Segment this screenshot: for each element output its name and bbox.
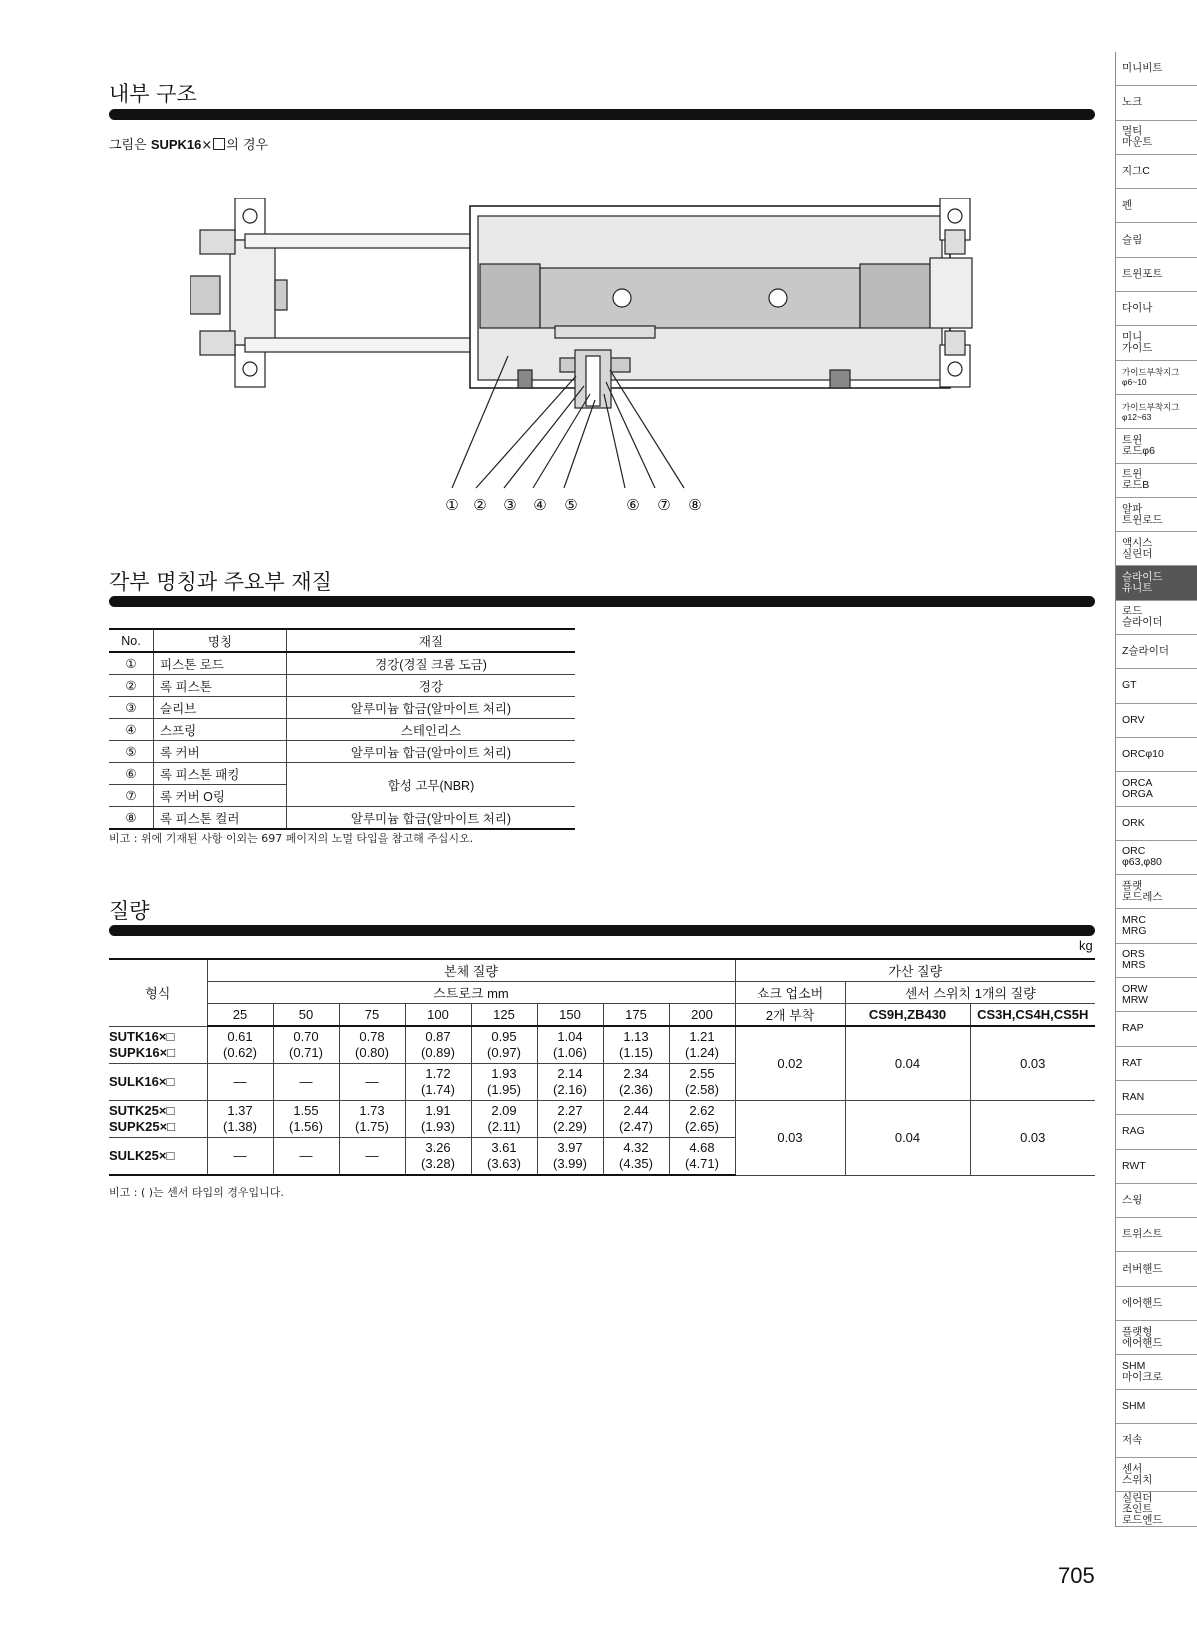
side-index-tab[interactable]: RAG [1116,1115,1197,1149]
side-index-tab[interactable]: 실린더 조인트 로드엔드 [1116,1492,1197,1526]
callout-4: ④ [533,496,547,514]
side-index-tab[interactable]: 미니비트 [1116,52,1197,86]
unit-label: kg [1079,938,1093,953]
side-index-tab[interactable]: ORV [1116,704,1197,738]
side-index-tab[interactable]: 에어핸드 [1116,1287,1197,1321]
callout-8: ⑧ [688,496,702,514]
section-divider [109,596,1095,607]
side-index-tab[interactable]: 슬라이드 유니트 [1116,566,1197,600]
table-row: ⑥ 록 피스톤 패킹 합성 고무(NBR) [109,763,575,785]
side-index-tab[interactable]: Z슬라이더 [1116,635,1197,669]
side-index-tab[interactable]: 가이드부착지그 φ12~63 [1116,395,1197,429]
side-index-tab[interactable]: 스윙 [1116,1184,1197,1218]
callout-6: ⑥ [626,496,640,514]
header-body-weight: 본체 질량 [207,959,735,982]
callout-5: ⑤ [564,496,578,514]
side-index-tab[interactable]: 액시스 실린더 [1116,532,1197,566]
side-index-tab[interactable]: 플랫 로드레스 [1116,875,1197,909]
side-index-tab[interactable]: ORCφ10 [1116,738,1197,772]
side-index-tab[interactable]: 펜 [1116,189,1197,223]
side-index-tab[interactable]: 플랫형 에어핸드 [1116,1321,1197,1355]
side-index-tab[interactable]: ORK [1116,807,1197,841]
figure-caption: 그림은 SUPK16× 의 경우 [109,137,269,153]
side-index-tab[interactable]: ORW MRW [1116,978,1197,1012]
section-title-weight: 질량 [109,899,150,923]
side-index-tab[interactable]: 로드 슬라이더 [1116,601,1197,635]
side-index-tab[interactable]: 트위스트 [1116,1218,1197,1252]
table-row: SUTK25×□ SUPK25×□ 1.37 (1.38) 1.55 (1.56) 1.73 (1.75) 1.91 (1.93) 2.09 (2.11) 2.27 (2.29) 2.44 (2.47) 2.62 (2.65) 0.03 0.04 0.03 [109,1101,1095,1138]
side-index-tab[interactable]: 러버핸드 [1116,1252,1197,1286]
callout-3: ③ [503,496,517,514]
table-row: ⑦ 록 커버 O링 [109,785,575,807]
table-row: SULK16×□ — — — 1.72 (1.74) 1.93 (1.95) 2.14 (2.16) 2.34 (2.36) 2.55 (2.58) [109,1064,1095,1101]
materials-table [109,628,575,830]
side-index-tab[interactable]: 다이나 [1116,292,1197,326]
section-divider [109,925,1095,936]
header-shock-absorber: 쇼크 업소버 [735,982,845,1004]
side-index-tab[interactable]: 슬림 [1116,223,1197,257]
side-index-tab[interactable]: 멀티 마운트 [1116,121,1197,155]
side-index-tab[interactable]: GT [1116,669,1197,703]
page-number: 705 [1058,1563,1095,1588]
table-row: SUTK16×□ SUPK16×□ 0.61 (0.62) 0.70 (0.71) 0.78 (0.80) 0.87 (0.89) 0.95 (0.97) 1.04 (1.06) 1.13 (1.15) 1.21 (1.24) 0.02 0.04 0.03 [109,1026,1095,1064]
table-header-row: No. 명칭 재질 [109,629,575,652]
side-index-tab[interactable]: RAN [1116,1081,1197,1115]
table-row: ⑧ 록 피스톤 컬러 알루미늄 합금(알마이트 처리) [109,807,575,830]
side-index-tab[interactable]: 트윈포트 [1116,258,1197,292]
internal-structure-drawing [190,198,990,528]
side-index-tab[interactable]: ORS MRS [1116,944,1197,978]
side-index-tab[interactable]: 노크 [1116,86,1197,120]
table-row: ⑤ 록 커버 알루미늄 합금(알마이트 처리) [109,741,575,763]
materials-note: 비고 : 위에 기재된 사항 이외는 697 페이지의 노멀 타입을 참고해 주십시오. [109,832,474,845]
table-row: ③ 슬리브 알루미늄 합금(알마이트 처리) [109,697,575,719]
callout-2: ② [473,496,487,514]
header-stroke: 스트로크 mm [207,982,735,1004]
section-divider [109,109,1095,120]
weight-note: 비고 : ( )는 센서 타입의 경우입니다. [109,1186,284,1199]
section-title-parts-materials: 각부 명칭과 주요부 재질 [109,570,332,594]
side-index-tab[interactable]: MRC MRG [1116,909,1197,943]
weight-table: 형식 본체 질량 가산 질량 스트로크 mm 쇼크 업소버 센서 스위치 1개의 질량 25 50 75 100 125 150 175 200 2개 부착 CS9H,ZB430 CS3H,CS4H,CS5H SUTK16×□ SUPK16×□ 0.61 (0.62) 0.70 (0.71) 0.78 (0.80) 0.87 (0.89) 0.95 (0.97) 1.04 (1.06) 1.13 (1.15) 1.21 (1.24) 0.02 0.04 0.03 SULK16×□ — — — 1.72 (1.74) 1.93 (1.95) 2.14 (2.16) 2.34 (2.36) 2.55 (2.58) SUTK25×□ SUPK25×□ 1.37 (1.38) 1.55 (1.56) 1.73 (1.75) 1.91 (1.93) 2.09 (2.11) 2.27 (2.29) 2.44 (2.47) 2.62 (2.65) 0.03 0.04 0.03 SULK25×□ — — — 3.26 (3.28) 3.61 (3.63) 3.97 (3.99) 4.32 (4.35) 4.68 (4.71) [109,958,1095,1176]
header-model: 형식 [109,959,207,1026]
side-index-tab[interactable]: 알파 트윈로드 [1116,498,1197,532]
table-row: ① 피스톤 로드 경강(경질 크롬 도금) [109,652,575,675]
side-index-tab[interactable]: SHM 마이크로 [1116,1355,1197,1389]
table-row: ② 록 피스톤 경강 [109,675,575,697]
side-index-tab[interactable]: 미니 가이드 [1116,326,1197,360]
side-index-tab[interactable]: RAT [1116,1047,1197,1081]
side-index [1115,52,1197,1527]
header-sensor-switch: 센서 스위치 1개의 질량 [845,982,1095,1004]
side-index-tab[interactable]: SHM [1116,1390,1197,1424]
side-index-tab[interactable]: RAP [1116,1012,1197,1046]
side-index-tab[interactable]: 트윈 로드φ6 [1116,429,1197,463]
header-additional-weight: 가산 질량 [735,959,1095,982]
side-index-tab[interactable]: 지그C [1116,155,1197,189]
side-index-tab[interactable]: ORCA ORGA [1116,772,1197,806]
side-index-tab[interactable]: RWT [1116,1150,1197,1184]
side-index-tab[interactable]: 트윈 로드B [1116,464,1197,498]
side-index-tab[interactable]: 센서 스위치 [1116,1458,1197,1492]
table-row: ④ 스프링 스테인리스 [109,719,575,741]
table-row: SULK25×□ — — — 3.26 (3.28) 3.61 (3.63) 3.97 (3.99) 4.32 (4.35) 4.68 (4.71) [109,1138,1095,1176]
side-index-tab[interactable]: ORC φ63,φ80 [1116,841,1197,875]
callout-7: ⑦ [657,496,671,514]
side-index-tab[interactable]: 가이드부착지그 φ6~10 [1116,361,1197,395]
section-title-internal-structure: 내부 구조 [109,82,197,106]
side-index-tab[interactable]: 저속 [1116,1424,1197,1458]
callout-1: ① [445,496,459,514]
placeholder-box-icon [213,138,225,150]
